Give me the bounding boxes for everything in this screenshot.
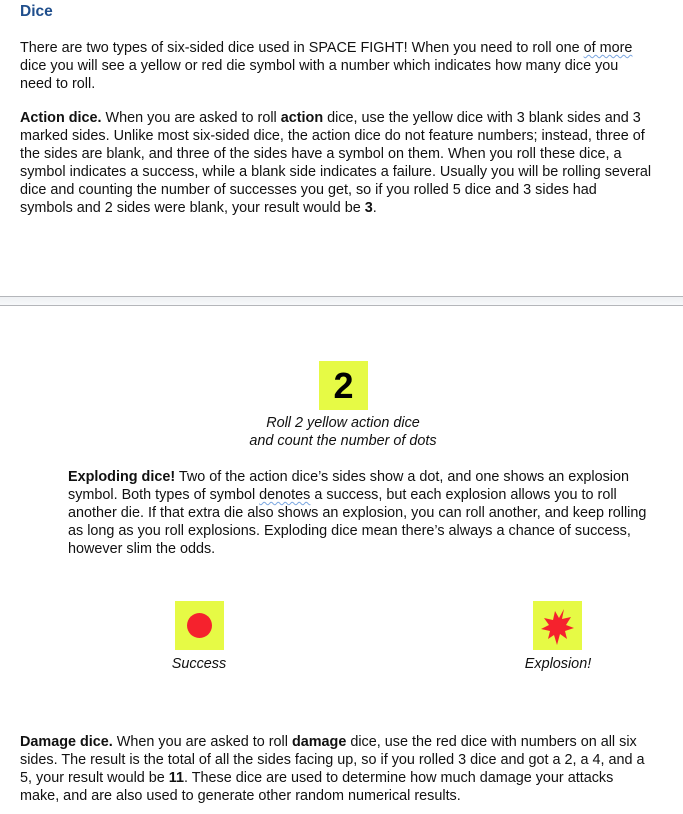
text-run: . These dice are used to determine how much damage your attacks [184,770,614,786]
die-count: 2 [333,364,354,406]
paragraph-line [20,109,651,127]
bold-result: 3 [364,200,373,216]
explosion-icon [533,601,582,650]
text-run: Two of the action dice’s sides show a dot, and one shows an explosion [175,469,629,485]
damage-dice-paragraph [20,733,645,805]
explosion-die-icon [533,601,582,650]
paragraph-line: the sides are blank, and three of the sides have a symbol on them. When you roll these dice, a [20,146,622,162]
explosion-label: Explosion! [524,656,592,672]
grammar-mark[interactable]: of more [583,40,633,56]
success-die-icon [175,601,224,650]
intro-line [20,39,632,57]
bold-term: damage [291,734,347,750]
text-run: There are two types of six-sided dice used in SPACE FIGHT! When you need to roll one [20,40,584,56]
page-break [0,296,683,306]
text-run: dice, use the red dice with numbers on all six [346,734,637,750]
caption-line: and count the number of dots [249,433,437,449]
paragraph-line: dice and counting the number of successes you get, so if you rolled 5 dice and 3 sides had [20,182,597,198]
action-dice-heading: Action dice. [20,110,102,126]
text-run: dice, use the yellow dice with 3 blank sides and 3 [323,110,641,126]
text-run: symbols and 2 sides were blank, your result would be [20,200,365,216]
yellow-die-icon [319,361,368,410]
paragraph-line [20,769,645,787]
action-dice-paragraph [20,109,651,217]
die-caption [193,414,493,450]
text-run: When you are asked to roll [112,734,292,750]
text-run: . [372,200,377,216]
section-title: Dice [20,3,53,20]
text-run: 5, your result would be [20,770,169,786]
intro-line: need to roll. [20,76,96,92]
text-run: When you are asked to roll [101,110,281,126]
exploding-dice-heading: Exploding dice! [68,469,176,485]
paragraph-line [68,468,646,486]
paragraph-line [68,486,646,504]
paragraph-line: symbol indicates a success, while a blank side indicates a failure. Usually you will be rolling several [20,164,652,180]
caption-line: Roll 2 yellow action dice [266,415,420,431]
paragraph-line: make, and are also used to generate other random numerical results. [20,788,461,804]
text-run: symbol. Both types of symbol [68,487,260,503]
paragraph-line: marked sides. Unlike most six-sided dice, the action dice do not feature numbers; instead, three of [20,128,645,144]
paragraph-line [20,199,651,217]
paragraph-line: another die. If that extra die also shows an explosion, you can roll another, and keep rolling [68,505,647,521]
success-label: Success [171,656,227,672]
paragraph-line: sides. The result is the total of all the sides facing up, so if you rolled 3 dice and got a 2, a 4, and a [20,752,645,768]
intro-line: dice you will see a yellow or red die symbol with a number which indicates how many dice you [20,58,619,74]
intro-paragraph [20,39,632,93]
grammar-mark[interactable]: denotes [259,487,311,503]
bold-result: 11 [168,770,185,786]
text-run: a success, but each explosion allows you to roll [310,487,617,503]
exploding-dice-paragraph [68,468,646,558]
paragraph-line [20,733,645,751]
damage-dice-heading: Damage dice. [20,734,113,750]
paragraph-line: however slim the odds. [68,541,216,557]
dot-icon [187,613,212,638]
paragraph-line: as long as you roll explosions. Exploding dice mean there’s always a chance of success, [68,523,631,539]
bold-term: action [280,110,324,126]
